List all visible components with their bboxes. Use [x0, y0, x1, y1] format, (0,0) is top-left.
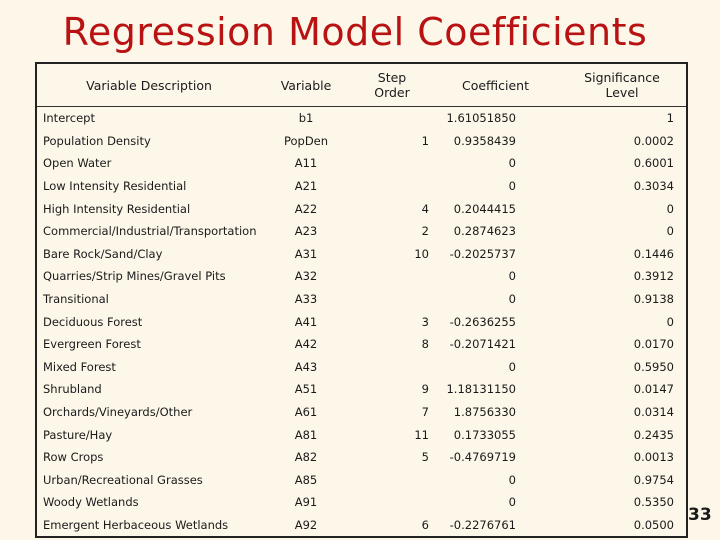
cell-coefficient: 0: [508, 359, 516, 374]
table-row: [36, 175, 687, 198]
cell-description: Commercial/Industrial/Transportation: [43, 224, 257, 239]
table-row: [36, 333, 687, 356]
table-row: [36, 197, 687, 220]
cell-step-order: [351, 469, 433, 492]
cell-description: Open Water: [43, 156, 112, 171]
cell-coefficient: 1.18131150: [446, 382, 516, 397]
table-row: [36, 491, 687, 514]
cell-significance: 0.0170: [633, 337, 674, 352]
cell-significance: 0.6001: [633, 156, 674, 171]
cell-coefficient: 1.61051850: [446, 111, 516, 126]
cell-variable: PopDen: [283, 133, 329, 148]
cell-coefficient: 0.2874623: [453, 224, 516, 239]
cell-description: Pasture/Hay: [43, 427, 113, 442]
table-row: [36, 130, 687, 153]
cell-variable: A92: [294, 517, 318, 532]
cell-step-order: [351, 152, 433, 175]
cell-variable: A41: [294, 314, 318, 329]
table-row: [36, 310, 687, 333]
table-row: [36, 446, 687, 469]
table-row: [36, 378, 687, 401]
cell-significance: 0: [666, 201, 674, 216]
cell-step-order: [351, 491, 433, 514]
cell-significance: 0.9138: [633, 292, 674, 307]
cell-description: Row Crops: [43, 450, 104, 465]
table-row: [36, 423, 687, 446]
table-row: [36, 356, 687, 379]
cell-variable: A61: [294, 405, 318, 420]
cell-step-order: [351, 265, 433, 288]
cell-variable: b1: [298, 111, 314, 126]
header-step-order: Step Order: [351, 63, 433, 107]
cell-coefficient: 0: [508, 179, 516, 194]
table-row: [36, 401, 687, 424]
cell-description: Low Intensity Residential: [43, 179, 187, 194]
cell-variable: A51: [294, 382, 318, 397]
cell-step-order: [351, 288, 433, 311]
cell-coefficient: 0: [508, 269, 516, 284]
cell-variable: A23: [294, 224, 318, 239]
table-row: [36, 243, 687, 266]
cell-coefficient: 0.9358439: [453, 133, 516, 148]
cell-significance: 0: [666, 224, 674, 239]
page-title: Regression Model Coefficients: [62, 10, 648, 54]
cell-step-order: 8: [421, 337, 429, 352]
cell-step-order: 1: [421, 133, 429, 148]
cell-description: Intercept: [43, 111, 95, 126]
cell-significance: 0.0002: [633, 133, 674, 148]
cell-significance: 0.5350: [633, 495, 674, 510]
cell-significance: 0.5950: [633, 359, 674, 374]
table-row: [36, 107, 687, 130]
cell-step-order: 4: [421, 201, 429, 216]
cell-significance: 0.3034: [633, 179, 674, 194]
cell-variable: A81: [294, 427, 318, 442]
cell-variable: A43: [294, 359, 318, 374]
cell-significance: 0.0147: [633, 382, 674, 397]
header-significance: Significance Level: [558, 63, 687, 107]
cell-step-order: 5: [421, 450, 429, 465]
cell-variable: A32: [294, 269, 318, 284]
cell-coefficient: 0: [508, 156, 516, 171]
cell-description: Urban/Recreational Grasses: [43, 472, 203, 487]
cell-description: Shrubland: [43, 382, 102, 397]
cell-step-order: [351, 356, 433, 379]
cell-coefficient: 0: [508, 472, 516, 487]
table-row: [36, 152, 687, 175]
cell-coefficient: -0.2276761: [449, 517, 516, 532]
table-row: [36, 469, 687, 492]
cell-significance: 0: [666, 314, 674, 329]
cell-coefficient: 1.8756330: [453, 405, 516, 420]
cell-significance: 0.0500: [633, 517, 674, 532]
cell-step-order: 11: [414, 427, 429, 442]
cell-coefficient: -0.2071421: [449, 337, 516, 352]
cell-description: Bare Rock/Sand/Clay: [43, 246, 163, 261]
table-row: [36, 265, 687, 288]
cell-significance: 1: [666, 111, 674, 126]
cell-significance: 0.0314: [633, 405, 674, 420]
cell-step-order: [351, 175, 433, 198]
cell-description: Evergreen Forest: [43, 337, 141, 352]
cell-variable: A31: [294, 246, 318, 261]
cell-step-order: 7: [421, 405, 429, 420]
cell-step-order: 2: [421, 224, 429, 239]
cell-step-order: 3: [421, 314, 429, 329]
cell-description: Deciduous Forest: [43, 314, 143, 329]
cell-variable: A82: [294, 450, 318, 465]
cell-coefficient: 0: [508, 292, 516, 307]
cell-variable: A33: [294, 292, 318, 307]
cell-coefficient: 0: [508, 495, 516, 510]
cell-variable: A21: [294, 179, 318, 194]
coefficients-table: [35, 62, 688, 538]
cell-significance: 0.3912: [633, 269, 674, 284]
table-row: [36, 514, 687, 538]
cell-variable: A85: [294, 472, 318, 487]
header-variable: Variable: [261, 63, 351, 107]
header-coefficient: Coefficient: [433, 63, 558, 107]
cell-description: Transitional: [43, 292, 109, 307]
cell-significance: 0.1446: [633, 246, 674, 261]
cell-coefficient: -0.2025737: [449, 246, 516, 261]
cell-coefficient: -0.2636255: [449, 314, 516, 329]
table-body: [36, 107, 687, 538]
cell-coefficient: 0.1733055: [453, 427, 516, 442]
cell-description: Woody Wetlands: [43, 495, 139, 510]
cell-step-order: [351, 107, 433, 130]
cell-variable: A11: [294, 156, 318, 171]
cell-coefficient: 0.2044415: [453, 201, 516, 216]
cell-variable: A42: [294, 337, 318, 352]
cell-description: Orchards/Vineyards/Other: [43, 405, 193, 420]
cell-description: Mixed Forest: [43, 359, 116, 374]
cell-description: Population Density: [43, 133, 151, 148]
header-description: Variable Description: [36, 63, 261, 107]
cell-variable: A91: [294, 495, 318, 510]
cell-significance: 0.0013: [633, 450, 674, 465]
cell-description: Emergent Herbaceous Wetlands: [43, 517, 229, 532]
cell-coefficient: -0.4769719: [449, 450, 516, 465]
table-row: [36, 288, 687, 311]
table-row: [36, 220, 687, 243]
cell-step-order: 10: [414, 246, 429, 261]
cell-description: High Intensity Residential: [43, 201, 191, 216]
cell-step-order: 9: [421, 382, 429, 397]
cell-significance: 0.9754: [633, 472, 674, 487]
table-header-row: [36, 63, 687, 107]
cell-significance: 0.2435: [633, 427, 674, 442]
page-number: 33: [688, 505, 712, 525]
cell-step-order: 6: [421, 517, 429, 532]
cell-variable: A22: [294, 201, 318, 216]
cell-description: Quarries/Strip Mines/Gravel Pits: [43, 269, 226, 284]
